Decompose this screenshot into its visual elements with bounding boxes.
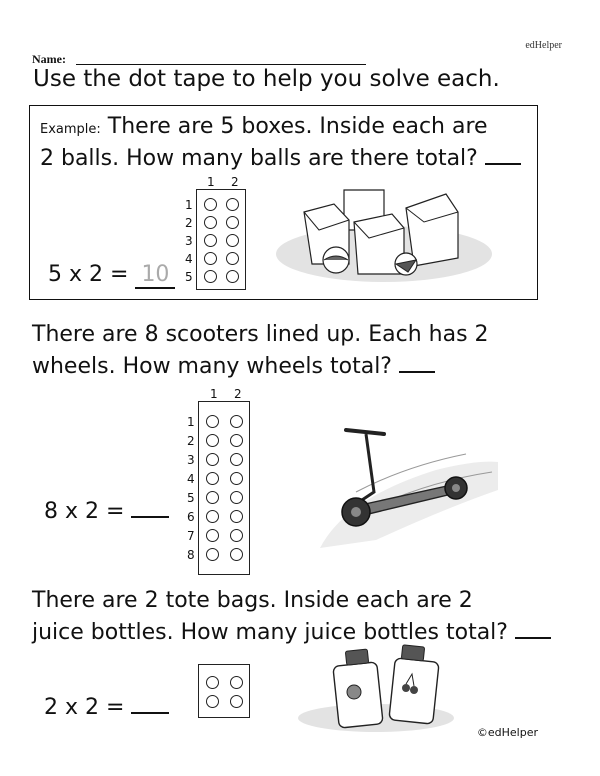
example-prefix: Example: (40, 122, 101, 137)
tape-dot (230, 415, 243, 428)
answer-blank[interactable] (515, 619, 551, 639)
tape-dot (206, 676, 219, 689)
row-number: 7 (187, 529, 195, 543)
example-answer-blank[interactable] (135, 262, 175, 289)
example-question-line2: 2 balls. How many balls are there total? (40, 142, 521, 176)
tape-dot (226, 234, 239, 247)
tape-dot (230, 491, 243, 504)
tape-dot (230, 676, 243, 689)
boxes-illustration (274, 182, 496, 288)
tape-dot (206, 453, 219, 466)
row-number: 4 (187, 472, 195, 486)
problem1-equation: 8 x 2 = (44, 498, 169, 524)
problem2-dot-tape (198, 664, 250, 718)
problem2-line1: There are 2 tote bags. Inside each are 2 (32, 588, 473, 613)
tape-dot (226, 216, 239, 229)
tape-dot (230, 529, 243, 542)
row-number: 2 (185, 216, 193, 230)
answer-blank[interactable] (485, 145, 521, 165)
row-number: 3 (185, 234, 193, 248)
problem1-line2: wheels. How many wheels total? (32, 350, 435, 384)
problem2-answer-blank[interactable] (131, 694, 169, 714)
problem2-equation: 2 x 2 = (44, 694, 169, 720)
row-number: 4 (185, 252, 193, 266)
juice-bottles-illustration (296, 644, 456, 734)
brand-label: edHelper (525, 40, 562, 51)
example-question-line1: Example: There are 5 boxes. Inside each are (40, 114, 488, 139)
row-number: 5 (187, 491, 195, 505)
tape-dot (230, 695, 243, 708)
tape-dot (230, 510, 243, 523)
tape-dot (204, 198, 217, 211)
tape-dot (206, 510, 219, 523)
scooter-illustration (316, 420, 500, 560)
tape-dot (206, 491, 219, 504)
tape-dot (206, 434, 219, 447)
answer-blank[interactable] (399, 353, 435, 373)
row-number: 5 (185, 270, 193, 284)
col-number: 1 (210, 387, 218, 401)
example-answer: 10 (141, 262, 170, 287)
row-number: 2 (187, 434, 195, 448)
tape-dot (206, 472, 219, 485)
name-label: Name: (32, 52, 66, 66)
tape-dot (226, 198, 239, 211)
row-number: 8 (187, 548, 195, 562)
example-equation: 5 x 2 = 10 (48, 262, 175, 289)
tape-dot (206, 529, 219, 542)
tape-dot (206, 548, 219, 561)
tape-dot (230, 453, 243, 466)
tape-dot (230, 472, 243, 485)
instructions: Use the dot tape to help you solve each. (33, 66, 500, 92)
problem1-answer-blank[interactable] (131, 498, 169, 518)
row-number: 3 (187, 453, 195, 467)
problem2-line2: juice bottles. How many juice bottles total? (32, 616, 551, 650)
copyright: ©edHelper (476, 726, 538, 739)
col-number: 1 (207, 175, 215, 189)
row-number: 1 (185, 198, 193, 212)
row-number: 1 (187, 415, 195, 429)
tape-dot (230, 434, 243, 447)
problem1-line1: There are 8 scooters lined up. Each has 2 (32, 322, 489, 347)
tape-dot (230, 548, 243, 561)
tape-dot (204, 270, 217, 283)
problem1-dot-tape (198, 401, 250, 575)
tape-dot (226, 270, 239, 283)
tape-dot (206, 415, 219, 428)
tape-dot (204, 216, 217, 229)
tape-dot (204, 234, 217, 247)
row-number: 6 (187, 510, 195, 524)
tape-dot (206, 695, 219, 708)
col-number: 2 (231, 175, 239, 189)
col-number: 2 (234, 387, 242, 401)
tape-dot (226, 252, 239, 265)
tape-dot (204, 252, 217, 265)
